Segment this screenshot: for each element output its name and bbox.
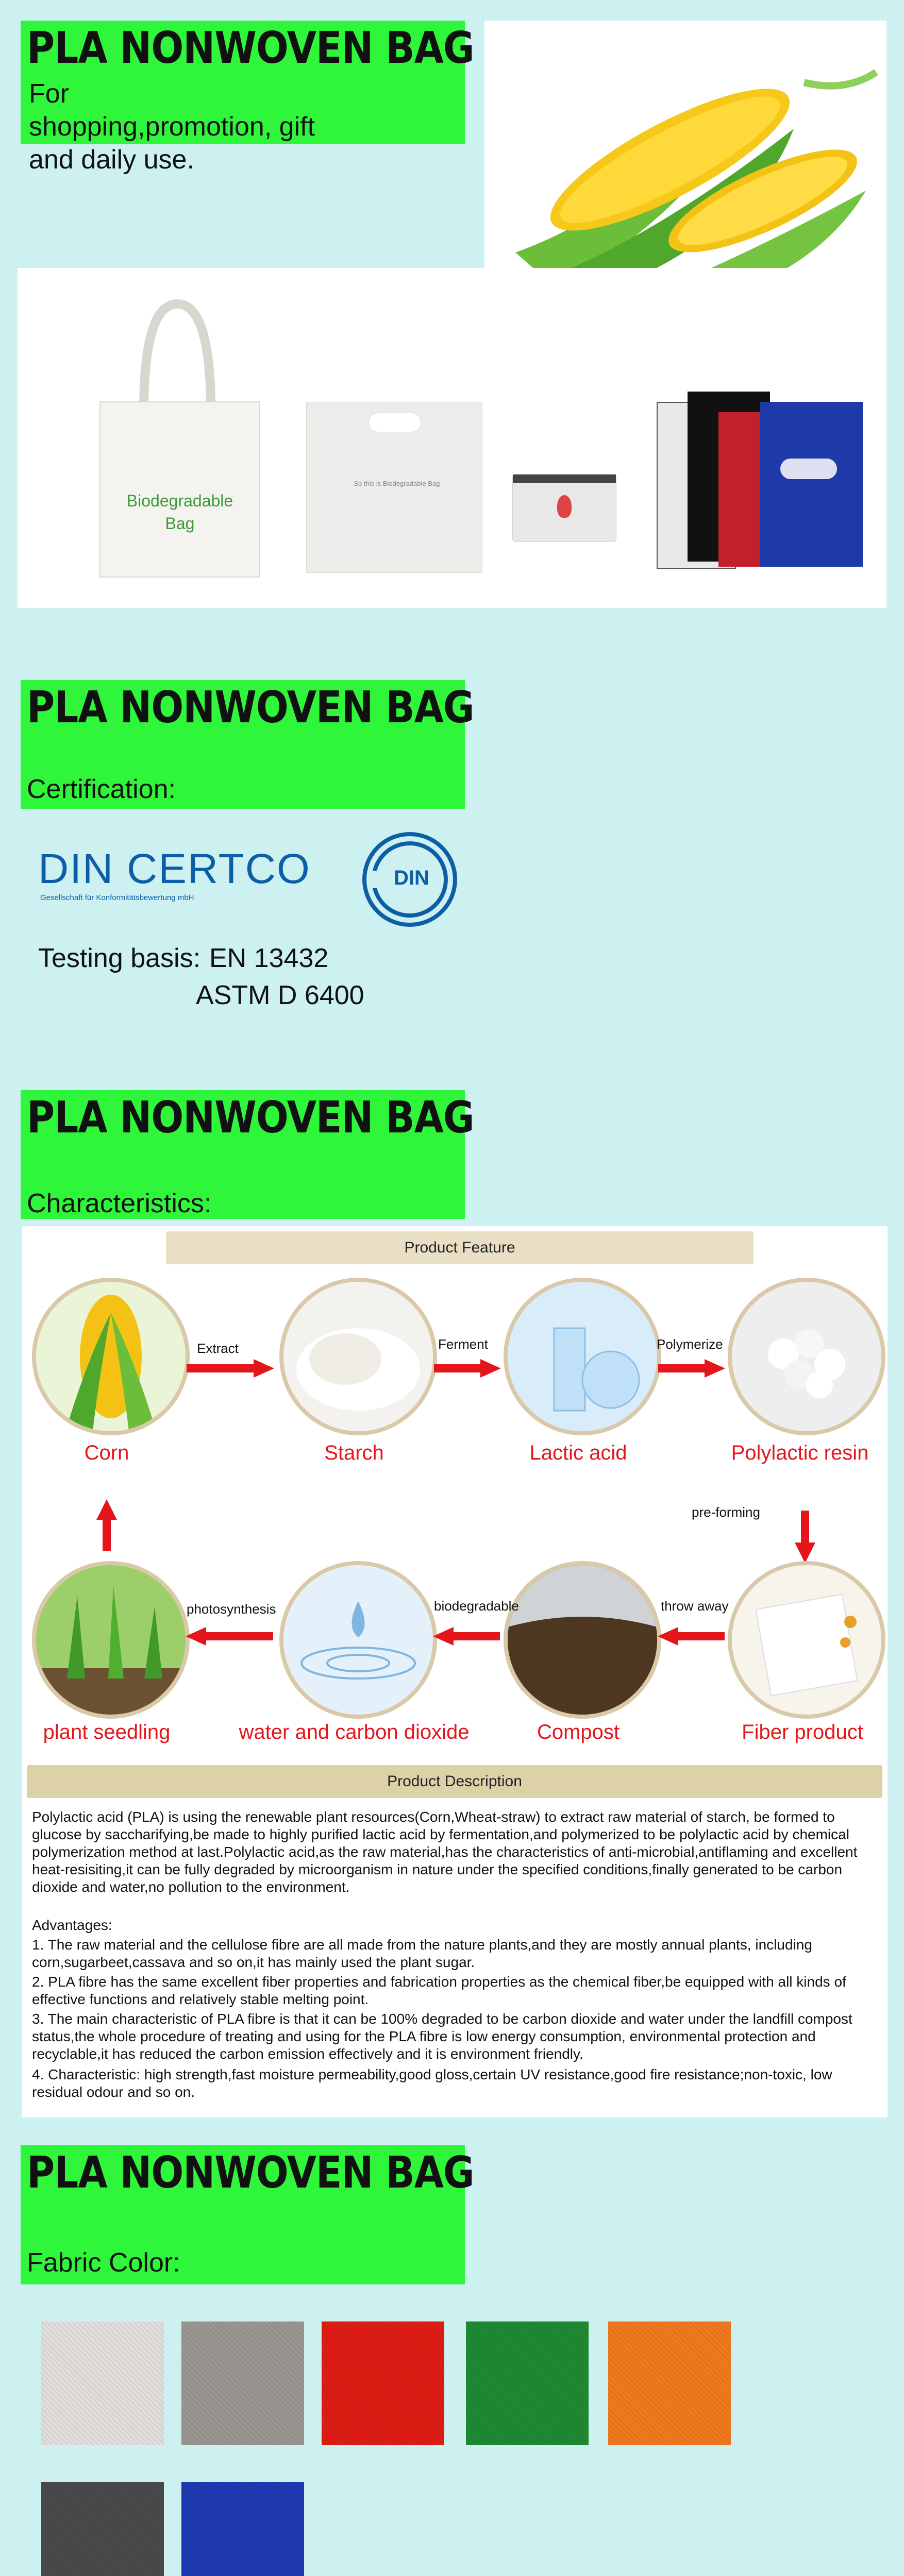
die-cut-bag-image <box>306 402 482 573</box>
fabric-swatch-grey <box>181 2321 304 2445</box>
throw-away-label: throw away <box>661 1598 729 1614</box>
advantage-item: 2. PLA fibre has the same excellent fiber properties and fabrication properties as the chemical fiber,be equipped with all kinds of effective functions and relatively stable melting point. <box>32 1974 846 2007</box>
fabric-swatch-blue <box>181 2482 304 2576</box>
fabric-swatch-white <box>41 2321 164 2445</box>
corn-circle <box>32 1278 190 1435</box>
color-title: PLA NONWOVEN BAG <box>27 2147 474 2198</box>
ferment-arrow-shaft <box>434 1364 480 1372</box>
advantage-item: 4. Characteristic: high strength,fast moisture permeability,good gloss,certain UV resistance,good fire resistance;non-toxic, low residual odour and so on. <box>32 2066 832 2100</box>
process-plant-seedling-label: plant seedling <box>43 1721 171 1743</box>
din-certco-name: DIN CERTCO <box>38 845 311 892</box>
pre-forming-label: pre-forming <box>692 1504 760 1520</box>
drawstring-bags-image <box>657 371 873 577</box>
hero-tagline: For shopping,promotion, gift and daily use. <box>29 79 315 175</box>
product-feature-title: Product Feature <box>166 1231 754 1264</box>
cert-title: PLA NONWOVEN BAG <box>27 682 474 733</box>
starch-circle <box>279 1278 437 1435</box>
polymerize-label: Polymerize <box>657 1336 723 1352</box>
polymerize-arrow-shaft <box>658 1364 705 1372</box>
din-mark-logo <box>361 831 459 928</box>
product-description-text: Polylactic acid (PLA) is using the renewable plant resources(Corn,Wheat-straw) to extract raw material of starch, be formed to glucose by saccharifying,be made to highly purified lactic acid by fermentation,and polymerized to be polylactic acid by chemical polymerization method at last.Polylactic acid,as the raw material,has the characteristics of anti-microbial,antiflaming and excellent heat-resisiting,it can be fully degraded by microorganism in nature under the specified conditions,finally generated to be carbon dioxide and water,no pollution to the environment. <box>32 1809 858 1895</box>
biodegradable-label: biodegradable <box>434 1598 519 1614</box>
ferment-arrow-icon <box>480 1359 501 1378</box>
plant-seedling-circle <box>32 1561 190 1719</box>
din-mark-text: DIN <box>394 867 429 889</box>
die-cut-bag-print: So this is Biodegradable Bag <box>354 480 440 487</box>
polylactic-resin-circle <box>728 1278 885 1435</box>
biodegradable-arrow-shaft <box>454 1632 500 1640</box>
extract-arrow-icon <box>254 1359 274 1378</box>
throw-away-arrow-shaft <box>678 1632 725 1640</box>
zipper-pouch-image <box>512 474 616 542</box>
process-water-co2-label: water and carbon dioxide <box>239 1721 470 1743</box>
polymerize-arrow-icon <box>705 1359 725 1378</box>
compost-circle <box>504 1561 661 1719</box>
pre-forming-arrow-icon <box>795 1511 815 1562</box>
biodegradable-arrow-icon <box>433 1627 454 1646</box>
fabric-swatch-red <box>322 2321 444 2445</box>
process-lactic-acid-label: Lactic acid <box>529 1442 627 1464</box>
testing-basis-label: Testing basis: <box>38 943 201 973</box>
process-compost-label: Compost <box>537 1721 620 1743</box>
extract-label: Extract <box>197 1341 239 1356</box>
photosynthesis-arrow-shaft <box>206 1632 273 1640</box>
throw-away-arrow-icon <box>658 1627 678 1646</box>
char-heading: Characteristics: <box>27 1189 212 1218</box>
fiber-product-circle <box>728 1561 885 1719</box>
din-certco-logo <box>38 845 337 907</box>
water-circle <box>279 1561 437 1719</box>
hero-corn-photo <box>484 21 886 309</box>
fabric-swatch-green <box>466 2321 589 2445</box>
photosynthesis-arrow-icon <box>186 1627 206 1646</box>
color-heading: Fabric Color: <box>27 2248 180 2278</box>
advantages-title: Advantages: <box>32 1917 112 1933</box>
process-fiber-product-label: Fiber product <box>742 1721 863 1743</box>
tote-bag-print: Biodegradable Bag <box>126 492 233 533</box>
product-description-title: Product Description <box>27 1765 882 1798</box>
product-feature-panel <box>22 1226 888 2117</box>
tote-bag-image <box>95 294 265 582</box>
corn-illustration <box>484 21 886 309</box>
process-corn-label: Corn <box>84 1442 129 1464</box>
lactic-acid-circle <box>504 1278 661 1435</box>
fabric-swatch-dark-grey <box>41 2482 164 2576</box>
cert-heading: Certification: <box>27 774 176 804</box>
photosynthesis-up-arrow-icon <box>96 1499 117 1551</box>
standard-astm-d6400: ASTM D 6400 <box>196 980 364 1010</box>
process-starch-label: Starch <box>324 1442 384 1464</box>
process-polylactic-resin-label: Polylactic resin <box>731 1442 869 1464</box>
din-certco-tagline: Gesellschaft für Konformitätsbewertung mbH <box>40 893 194 902</box>
photosynthesis-label: photosynthesis <box>187 1601 276 1617</box>
advantage-item: 3. The main characteristic of PLA fibre is that it can be 100% degraded to be carbon dioxide and water under the landfill compost status,the whole procedure of treating and using for the PLA fibre is low energy consumption, environmental protection and recyclable,it has reduced the carbon emission effectively and it is environment friendly. <box>32 2011 852 2062</box>
advantage-item: 1. The raw material and the cellulose fibre are all made from the nature plants,and they are mostly annual plants, including corn,sugarbeet,cassava and so on,it has mainly used the plant sugar. <box>32 1937 812 1970</box>
standard-en13432: EN 13432 <box>209 943 329 973</box>
ferment-label: Ferment <box>438 1336 488 1352</box>
fabric-swatch-orange <box>608 2321 731 2445</box>
hero-title: PLA NONWOVEN BAG <box>27 23 474 74</box>
char-title: PLA NONWOVEN BAG <box>27 1092 474 1143</box>
extract-arrow-shaft <box>187 1364 254 1372</box>
hero-bags-photo <box>18 268 886 608</box>
